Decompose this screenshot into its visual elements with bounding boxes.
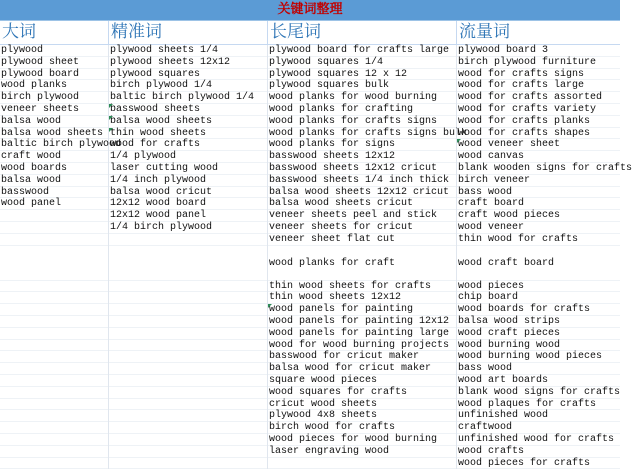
keyword-cell[interactable]: balsa wood sheets cricut — [268, 198, 456, 210]
keyword-cell[interactable]: wood canvas — [457, 151, 620, 163]
keyword-cell[interactable]: plywood 4x8 sheets — [268, 410, 456, 422]
keyword-cell[interactable]: wood for crafts — [109, 139, 267, 151]
keyword-cell[interactable]: wood for wood burning projects — [268, 340, 456, 352]
keyword-cell[interactable]: wood panels for painting — [268, 304, 456, 316]
keyword-cell[interactable]: basswood sheets 1/4 inch thick — [268, 175, 456, 187]
keyword-cell[interactable]: wood squares for crafts — [268, 387, 456, 399]
keyword-cell[interactable]: wood planks for signs — [268, 139, 456, 151]
keyword-cell[interactable]: balsa wood for cricut maker — [268, 363, 456, 375]
keyword-cell[interactable]: veneer sheets for cricut — [268, 222, 456, 234]
keyword-cell[interactable]: unfinished wood for crafts — [457, 434, 620, 446]
keyword-cell[interactable]: wood boards — [0, 163, 108, 175]
keyword-cell[interactable]: wood crafts — [457, 446, 620, 458]
keyword-cell[interactable]: veneer sheet flat cut — [268, 234, 456, 246]
keyword-cell[interactable]: wood craft pieces — [457, 328, 620, 340]
keyword-cell[interactable]: craft wood — [0, 151, 108, 163]
keyword-cell[interactable]: wood planks for crafting — [268, 104, 456, 116]
empty-cell[interactable] — [0, 304, 108, 316]
keyword-cell[interactable]: plywood — [0, 45, 108, 57]
keyword-cell[interactable]: wood for crafts signs — [457, 69, 620, 81]
empty-cell[interactable] — [109, 446, 267, 458]
keyword-cell[interactable]: bass wood — [457, 187, 620, 199]
keyword-cell[interactable]: wood boards for crafts — [457, 304, 620, 316]
keyword-cell[interactable]: wood planks for crafts signs — [268, 116, 456, 128]
keyword-cell[interactable]: wood planks for wood burning — [268, 92, 456, 104]
keyword-cell[interactable]: balsa wood cricut — [109, 187, 267, 199]
keyword-cell[interactable]: plywood squares 1/4 — [268, 57, 456, 69]
empty-cell[interactable] — [0, 422, 108, 434]
empty-cell[interactable] — [109, 422, 267, 434]
keyword-cell[interactable]: craftwood — [457, 422, 620, 434]
empty-cell[interactable] — [109, 363, 267, 375]
empty-cell[interactable] — [109, 292, 267, 304]
empty-cell[interactable] — [109, 281, 267, 293]
empty-cell[interactable] — [0, 234, 108, 246]
empty-cell[interactable] — [0, 222, 108, 234]
keyword-cell[interactable]: blank wood signs for crafts — [457, 387, 620, 399]
keyword-cell[interactable]: chip board — [457, 292, 620, 304]
keyword-cell[interactable]: basswood for cricut maker — [268, 351, 456, 363]
keyword-cell[interactable]: wood for crafts variety — [457, 104, 620, 116]
header-row — [0, 21, 620, 45]
keyword-cell[interactable]: blank wooden signs for crafts — [457, 163, 620, 175]
keyword-cell[interactable]: basswood — [0, 187, 108, 199]
empty-cell[interactable] — [0, 387, 108, 399]
empty-cell[interactable] — [0, 434, 108, 446]
keyword-cell[interactable]: balsa wood strips — [457, 316, 620, 328]
keyword-cell[interactable]: 1/4 inch plywood — [109, 175, 267, 187]
empty-cell[interactable] — [0, 292, 108, 304]
keyword-cell[interactable]: wood burning wood — [457, 340, 620, 352]
keyword-cell[interactable]: veneer sheets — [0, 104, 108, 116]
keyword-cell[interactable]: balsa wood sheets — [109, 116, 267, 128]
keyword-cell[interactable]: plywood board for crafts large — [268, 45, 456, 57]
empty-cell[interactable] — [109, 234, 267, 246]
keyword-cell[interactable]: wood art boards — [457, 375, 620, 387]
keyword-cell[interactable]: birch plywood 1/4 — [109, 80, 267, 92]
keyword-cell[interactable]: square wood pieces — [268, 375, 456, 387]
keyword-cell[interactable]: laser engraving wood — [268, 446, 456, 458]
keyword-cell[interactable]: balsa wood sheets 12x12 cricut — [268, 187, 456, 199]
keyword-cell[interactable]: basswood sheets 12x12 — [268, 151, 456, 163]
keyword-cell[interactable]: laser cutting wood — [109, 163, 267, 175]
keyword-cell[interactable]: baltic birch plywood 1/4 — [109, 92, 267, 104]
empty-cell[interactable] — [109, 304, 267, 316]
header-longtail-words[interactable]: 长尾词 — [268, 21, 457, 44]
keyword-cell[interactable]: thin wood for crafts — [457, 234, 620, 246]
empty-cell[interactable] — [0, 410, 108, 422]
keyword-cell[interactable]: bass wood — [457, 363, 620, 375]
keyword-cell[interactable]: baltic birch plywood — [0, 139, 108, 151]
empty-cell[interactable] — [109, 434, 267, 446]
keyword-cell[interactable]: balsa wood — [0, 116, 108, 128]
keyword-cell[interactable]: wood panels for painting 12x12 — [268, 316, 456, 328]
keyword-cell[interactable]: birch plywood furniture — [457, 57, 620, 69]
header-big-words[interactable]: 大词 — [0, 21, 109, 44]
column-big-words — [0, 45, 109, 469]
keyword-cell[interactable]: wood panel — [0, 198, 108, 210]
keyword-cell[interactable]: thin wood sheets for crafts — [268, 281, 456, 293]
keyword-cell[interactable]: cricut wood sheets — [268, 399, 456, 411]
keyword-cell[interactable]: plywood squares — [109, 69, 267, 81]
empty-cell[interactable] — [109, 458, 267, 469]
keyword-cell[interactable]: wood craft board — [457, 246, 620, 281]
empty-cell[interactable] — [0, 363, 108, 375]
keyword-cell[interactable]: plywood sheet — [0, 57, 108, 69]
keyword-cell[interactable]: wood pieces for wood burning — [268, 434, 456, 446]
keyword-cell[interactable]: veneer sheets peel and stick — [268, 210, 456, 222]
empty-cell[interactable] — [109, 316, 267, 328]
empty-cell[interactable] — [0, 316, 108, 328]
keyword-cell[interactable]: wood burning wood pieces — [457, 351, 620, 363]
empty-cell[interactable] — [109, 387, 267, 399]
sheet-title[interactable]: 关键词整理 — [0, 0, 620, 21]
header-traffic-words[interactable]: 流量词 — [457, 21, 620, 44]
keyword-cell[interactable]: thin wood sheets 12x12 — [268, 292, 456, 304]
empty-cell[interactable] — [0, 446, 108, 458]
keyword-cell[interactable]: wood veneer sheet — [457, 139, 620, 151]
empty-cell[interactable] — [0, 210, 108, 222]
keyword-cell[interactable]: birch wood for crafts — [268, 422, 456, 434]
keyword-cell[interactable]: 1/4 plywood — [109, 151, 267, 163]
empty-cell[interactable] — [0, 246, 108, 281]
keyword-cell[interactable]: wood for crafts assorted — [457, 92, 620, 104]
keyword-cell[interactable]: wood planks for craft — [268, 246, 456, 281]
keyword-cell[interactable]: 1/4 birch plywood — [109, 222, 267, 234]
empty-cell[interactable] — [109, 399, 267, 411]
keyword-cell[interactable]: wood for crafts shapes — [457, 128, 620, 140]
empty-cell[interactable] — [109, 246, 267, 281]
column-longtail-words — [268, 45, 457, 469]
empty-cell[interactable] — [0, 458, 108, 469]
keyword-cell[interactable]: wood veneer — [457, 222, 620, 234]
keyword-cell[interactable]: wood pieces for crafts — [457, 458, 620, 469]
keyword-cell[interactable]: balsa wood — [0, 175, 108, 187]
keyword-cell[interactable]: 12x12 wood board — [109, 198, 267, 210]
keyword-cell[interactable]: craft wood pieces — [457, 210, 620, 222]
keyword-cell[interactable]: wood panels for painting large — [268, 328, 456, 340]
empty-cell[interactable] — [109, 340, 267, 352]
column-precise-words — [109, 45, 268, 469]
keyword-cell[interactable]: plywood squares bulk — [268, 80, 456, 92]
keyword-cell[interactable]: thin wood sheets — [109, 128, 267, 140]
column-traffic-words — [457, 45, 620, 469]
keyword-cell[interactable]: basswood sheets — [109, 104, 267, 116]
data-columns — [0, 45, 620, 469]
keyword-cell[interactable]: plywood squares 12 x 12 — [268, 69, 456, 81]
empty-cell[interactable] — [0, 340, 108, 352]
header-precise-words[interactable]: 精准词 — [109, 21, 268, 44]
keyword-cell[interactable]: basswood sheets 12x12 cricut — [268, 163, 456, 175]
keyword-cell[interactable]: balsa wood sheets — [0, 128, 108, 140]
empty-cell[interactable] — [109, 375, 267, 387]
empty-cell[interactable] — [109, 328, 267, 340]
empty-cell[interactable] — [0, 281, 108, 293]
empty-cell[interactable] — [268, 458, 456, 469]
empty-cell[interactable] — [109, 410, 267, 422]
empty-cell[interactable] — [0, 375, 108, 387]
keyword-cell[interactable]: 12x12 wood panel — [109, 210, 267, 222]
keyword-cell[interactable]: wood planks — [0, 80, 108, 92]
empty-cell[interactable] — [0, 351, 108, 363]
keyword-cell[interactable]: plywood board 3 — [457, 45, 620, 57]
empty-cell[interactable] — [0, 328, 108, 340]
keyword-cell[interactable]: wood for crafts large — [457, 80, 620, 92]
keyword-cell[interactable]: plywood sheets 1/4 — [109, 45, 267, 57]
keyword-cell[interactable]: wood for crafts planks — [457, 116, 620, 128]
keyword-cell[interactable]: plywood board — [0, 69, 108, 81]
empty-cell[interactable] — [109, 351, 267, 363]
keyword-cell[interactable]: wood planks for crafts signs bulk — [268, 128, 456, 140]
empty-cell[interactable] — [0, 399, 108, 411]
keyword-cell[interactable]: plywood sheets 12x12 — [109, 57, 267, 69]
keyword-cell[interactable]: wood plaques for crafts — [457, 399, 620, 411]
keyword-cell[interactable]: wood pieces — [457, 281, 620, 293]
keyword-cell[interactable]: birch veneer — [457, 175, 620, 187]
keyword-cell[interactable]: unfinished wood — [457, 410, 620, 422]
keyword-cell[interactable]: craft board — [457, 198, 620, 210]
keyword-cell[interactable]: birch plywood — [0, 92, 108, 104]
